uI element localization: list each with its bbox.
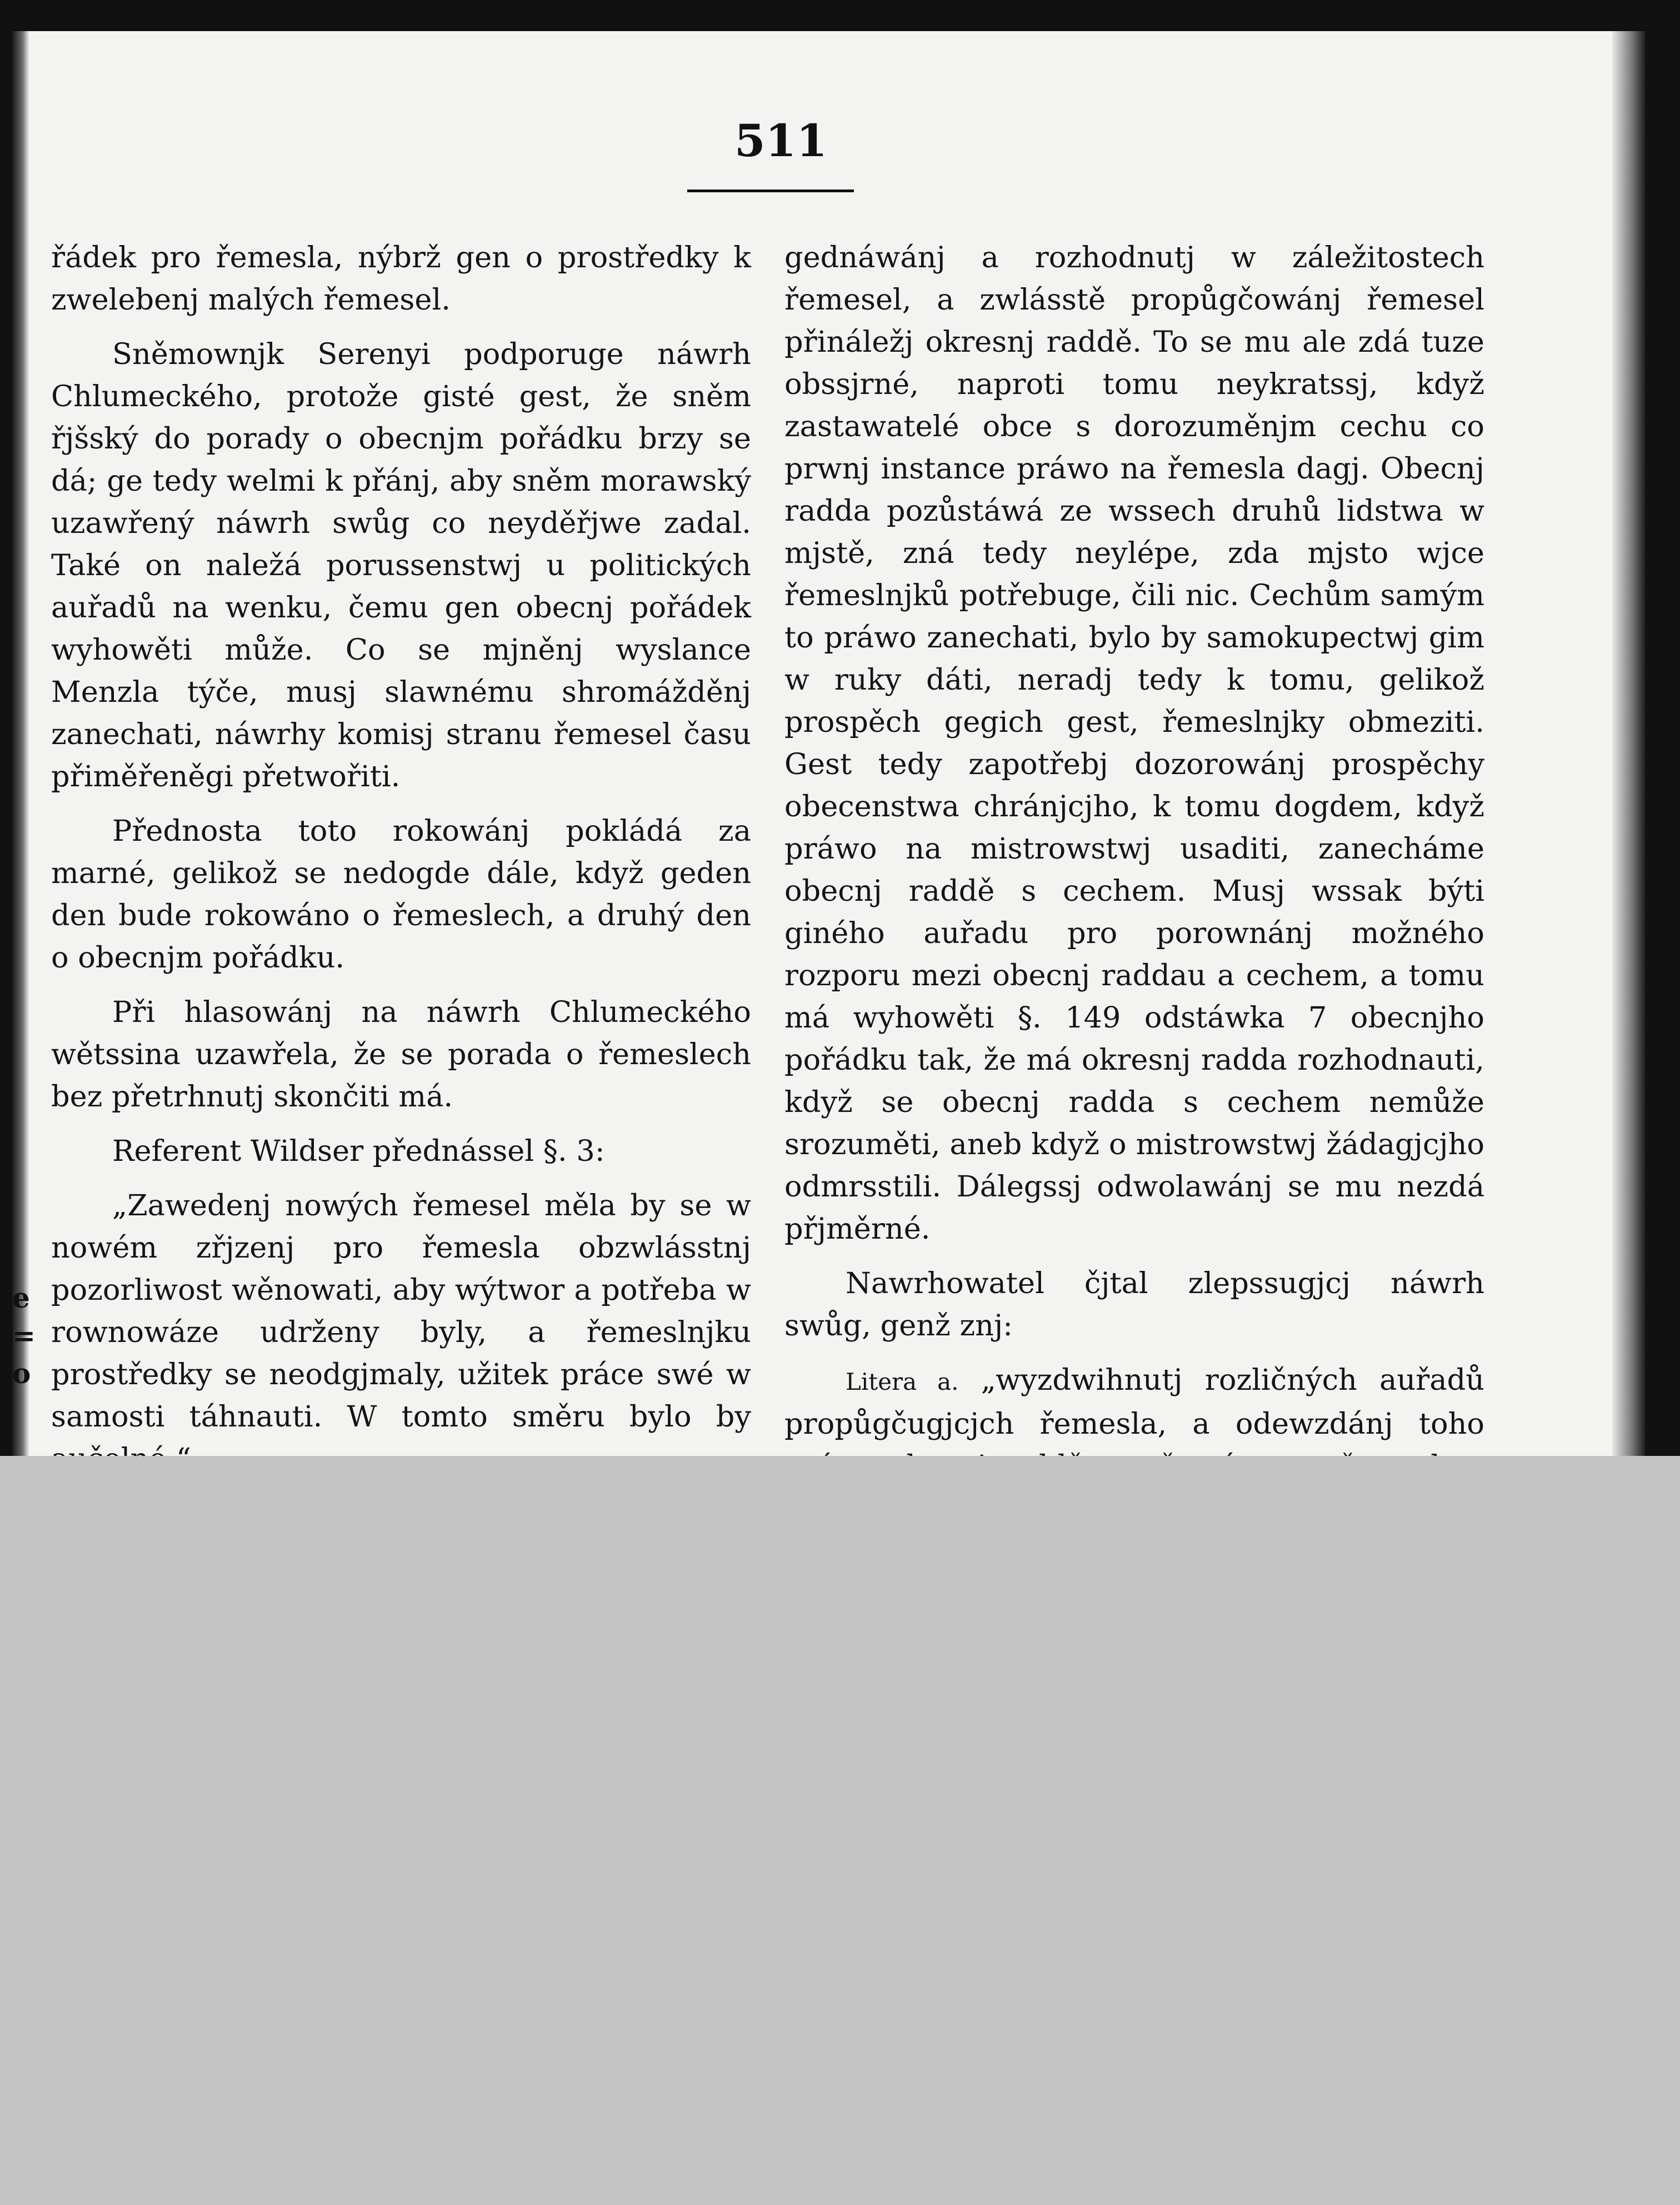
page-number-rule [687,189,854,192]
right-paragraph: Nawrhowatel čjtal zlepssugjcj náwrh swůg, genž znj: [784,1266,1484,1343]
margin-mark: = [12,1319,36,1352]
margin-mark: e [12,1281,30,1314]
book-page [12,31,1646,1456]
left-paragraph: „Zawedenj nowých řemesel měla by se w nowém zřjzenj pro řemesla obzwlásstnj pozorliwost wěnowati, aby wýtwor a potřeba w rownowáze udrženy byly, a řemeslnjku prostředky se neodgjmaly, užitek práce swé w samosti táhnauti. W tomto směru bylo by [51,1189,751,1434]
page-right-edge-shadow [1612,31,1646,1456]
page-spine-shadow [12,31,29,1456]
litera-text: „wyzdwihnutj rozličných auřadů propůgčugjcjch řemesla, a odewzdánj toho [784,1363,1484,1441]
blank-background-area [0,1456,1680,2205]
left-paragraph: Při hlasowánj na náwrh Chlumeckého wětssina uzawřela, že se porada o řemeslech bez přetrhnutj skončiti má. [51,995,751,1114]
right-paragraph: gednáwánj a rozhodnutj w záležitostech řemesel, a zwlásstě propůgčowánj řemesel přináležj okresnj raddě. To se mu ale zdá tuze obssjrné, naproti tomu neykratssj, když zastawatelé obce s dorozuměnjm cechu co prwnj instance práwo na řemesla dagj. Obecnj radda pozůstáwá ze wssech druhů lidstwa w mjstě, zná tedy neylépe, zda mjsto wjce řemeslnjků potřebuge, čili nic. Cechům samým to práwo zanechati, bylo by samokupectwj gim w ruky dáti, neradj tedy k tomu, gelikož prospěch gegich gest, řemeslnjky obmeziti. Gest tedy zapotřebj dozorowánj prospěchy obecenstwa chránjcjho, k tomu dogdem, když práwo na mistrowstwj usaditi, zanecháme obecnj raddě s cechem. Musj wssak býti giného auřadu pro porownánj možného rozporu mezi obecnj raddau a cechem, a tomu má wyhowěti §. 149 odstáwka 7 obecnjho pořádku tak, že má okresnj radda rozhodnauti, když se obecnj radda s cechem nemůže srozuměti, aneb když o mistrowstwj žádagjcjho odmrsstili. Dálegssj odwolawánj se mu nezdá přjměrné. [784,241,1484,1246]
left-paragraph: Sněmownjk Serenyi podporuge náwrh Chlumeckého, protože gisté gest, že sněm řjšský do porady o obecnjm pořádku brzy se dá; ge tedy welmi k přánj, aby sněm morawský uzawřený náwrh swůg co neyděřjwe zadal. Také on naležá porussenstwj u politických auřadů na wenku, čemu gen obecnj pořádek wyhowěti může. Co se mjněnj wyslance Menzla týče, musj slawnému shromážděnj zanechati, náwrhy komisj stranu řemesel času přiměřeněgi přetwořiti. [51,337,751,794]
left-paragraph: řádek pro řemesla, nýbrž gen o prostředky k zwelebenj malých řemesel. [51,241,751,317]
left-paragraph: Přednosta toto rokowánj pokládá za marné, gelikož se nedogde dále, když geden den bude rokowáno o řemeslech, a druhý den o obecnjm pořádku. [51,814,751,975]
left-paragraph: Referent Wildser přednássel §. 3: [112,1134,605,1168]
page-number: 511 [734,114,827,167]
litera-label: Litera a. [846,1368,959,1395]
margin-mark: o [12,1357,31,1390]
